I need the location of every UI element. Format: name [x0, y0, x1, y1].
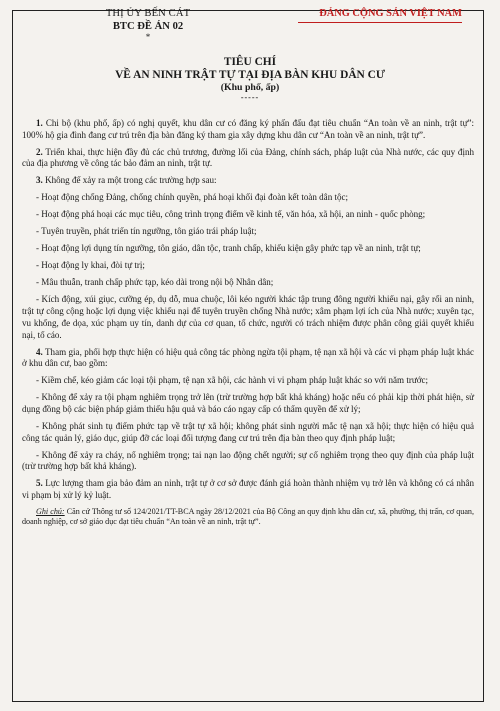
criterion-5-text: Lực lượng tham gia bảo đảm an ninh, trật tự ở cơ sở được đánh giá hoàn thành nhiệm vụ trở lên và không có cá nhân vi phạm bị xử lý kỷ luật. — [22, 478, 474, 501]
criterion-3-item: - Hoạt động phá hoại các mục tiêu, công trình trọng điểm về kinh tế, văn hóa, xã hội, an ninh - quốc phòng; — [36, 209, 426, 220]
criterion-3-text: Không để xảy ra một trong các trường hợp sau: — [45, 175, 217, 186]
party-underline — [298, 22, 462, 23]
issuer-star: * — [145, 32, 151, 42]
title-line-1: TIÊU CHÍ — [223, 56, 277, 68]
criterion-4 — [22, 347, 474, 370]
footnote-label: Ghi chú: — [36, 507, 65, 517]
criterion-3 — [22, 175, 474, 187]
criterion-3-item: - Kích động, xúi giục, cưỡng ép, dụ dỗ, mua chuộc, lôi kéo người khác tập trung đông người khiếu nại, gây rối an ninh, trật tự công cộng hoặc lợi dụng việc khiếu nại để tuyên truyền chống Nhà nước; xâm phạm lợi ích của Nhà nước; xuyên tạc, vu khống, đe dọa, xúc phạm uy tín, danh dự của cơ quan, tổ chức, người có trách nhiệm được phân công giải quyết khiếu nại, tố cáo. — [22, 294, 474, 340]
criterion-4-item: - Kiềm chế, kéo giảm các loại tội phạm, tệ nạn xã hội, các hành vi vi phạm pháp luật khác so với năm trước; — [36, 375, 429, 386]
footnote — [22, 507, 474, 527]
criterion-3-item: - Mâu thuẫn, tranh chấp phức tạp, kéo dài trong nội bộ Nhân dân; — [36, 277, 274, 288]
criterion-2-text: Triển khai, thực hiện đầy đủ các chủ trương, đường lối của Đảng, chính sách, pháp luật của Nhà nước, các quy định của địa phương về công tác bảo đảm an ninh, trật tự. — [22, 146, 475, 169]
footnote-text: Căn cứ Thông tư số 124/2021/TT-BCA ngày 28/12/2021 của Bộ Công an quy định khu dân cư, xã, phường, thị trấn, cơ quan, doanh nghiệp, cơ sở giáo dục đạt tiêu chuẩn “An toàn về an ninh, trật tự”. — [22, 507, 475, 527]
criterion-4-item: - Không để xảy ra tội phạm nghiêm trọng trở lên (trừ trường hợp bất khả kháng) hoặc nếu có phải kịp thời phát hiện, sử dụng đồng bộ các biện pháp giảm thiểu hậu quả và báo cáo ngay cấp có thẩm quyền để xử lý; — [22, 392, 474, 414]
criterion-1-number: 1. — [36, 118, 43, 128]
criterion-3-item: - Hoạt động lợi dụng tín ngưỡng, tôn giáo, dân tộc, tranh chấp, khiếu kiện gây phức tạp về an ninh, trật tự; — [36, 243, 421, 254]
criterion-1-text: Chi bộ (khu phố, ấp) có nghị quyết, khu dân cư có đăng ký phấn đấu đạt tiêu chuẩn “An toàn về an ninh, trật tự”: 100% hộ gia đình đang cư trú trên địa bàn đăng ký tham gia xây dựng khu dân cư “An toàn về an ninh, trật tự”. — [22, 118, 475, 140]
document-body — [22, 118, 474, 527]
criterion-4-number: 4. — [36, 346, 43, 357]
criterion-2 — [22, 147, 474, 170]
criterion-5 — [22, 478, 474, 501]
title-separator: ----- — [240, 93, 260, 102]
criterion-3-item: - Hoạt động chống Đảng, chống chính quyền, phá hoại khối đại đoàn kết toàn dân tộc; — [36, 192, 349, 203]
criterion-2-number: 2. — [36, 146, 43, 157]
issuer-block — [98, 8, 198, 41]
criterion-4-item: - Không để xảy ra cháy, nổ nghiêm trọng; tai nạn lao động chết người; sự cố nghiêm trọng theo quy định của pháp luật (trừ trường hợp bất khả kháng). — [22, 449, 474, 472]
party-name: ĐẢNG CỘNG SẢN VIỆT NAM — [319, 8, 462, 19]
criterion-3-item: - Hoạt động ly khai, đòi tự trị; — [36, 260, 145, 271]
criterion-1 — [22, 118, 474, 141]
criterion-3-item: - Tuyên truyền, phát triển tín ngưỡng, tôn giáo trái pháp luật; — [36, 226, 257, 237]
criterion-4-item: - Không phát sinh tụ điểm phức tạp về trật tự xã hội; không phát sinh người mắc tệ nạn xã hội; thực hiện có hiệu quả công tác quản lý, giáo dục, giúp đỡ các loại đối tượng đang cư trú trên địa bàn theo quy định pháp luật; — [22, 420, 474, 443]
document-title — [0, 56, 500, 102]
issuer-code: BTC ĐỀ ÁN 02 — [112, 20, 184, 32]
issuer-name: THỊ ỦY BẾN CÁT — [105, 8, 191, 19]
criterion-4-text: Tham gia, phối hợp thực hiện có hiệu quả công tác phòng ngừa tội phạm, tệ nạn xã hội và các vi phạm pháp luật khác ở khu dân cư, bao gồm: — [22, 346, 474, 369]
criterion-3-number: 3. — [36, 175, 43, 186]
criterion-5-number: 5. — [36, 478, 43, 489]
title-line-2: VỀ AN NINH TRẬT TỰ TẠI ĐỊA BÀN KHU DÂN CƯ — [115, 69, 385, 81]
party-heading — [292, 8, 462, 23]
title-line-3: (Khu phố, ấp) — [220, 82, 280, 93]
